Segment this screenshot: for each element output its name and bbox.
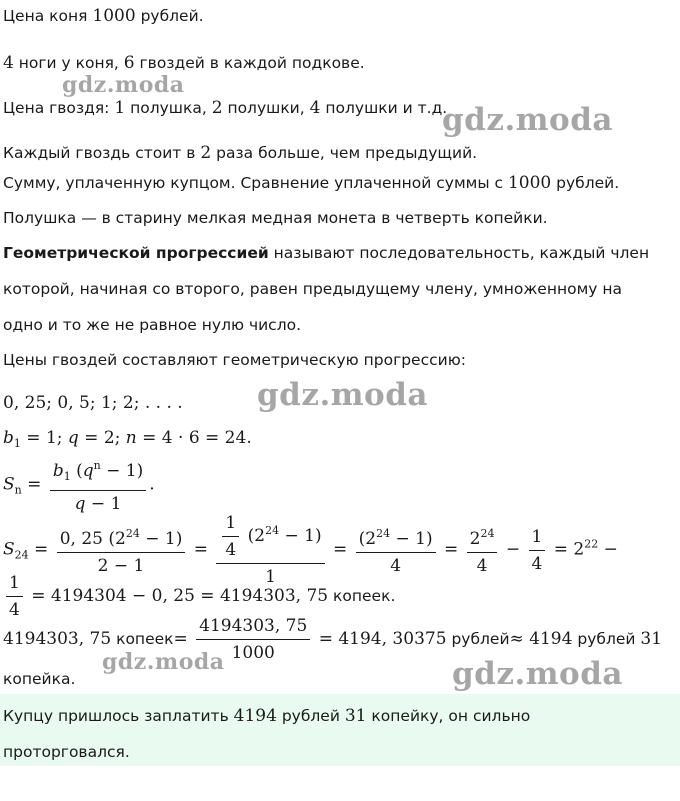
text: = — [438, 539, 464, 560]
text-line-1 — [3, 5, 204, 27]
numerator — [216, 512, 324, 563]
unit: копеек. — [328, 587, 396, 605]
numerator: 1 — [531, 526, 543, 547]
var: n — [125, 428, 137, 448]
number: 1000 — [507, 173, 552, 193]
superscript: 22 — [584, 537, 599, 551]
number: 31 — [640, 629, 663, 649]
numerator: 1 — [9, 573, 20, 593]
numerator — [467, 523, 498, 552]
superscript: 24 — [480, 527, 495, 540]
subscript: 24 — [14, 548, 29, 562]
superscript: n — [93, 459, 101, 472]
text: = 2 — [548, 539, 585, 560]
text: Полушка — в старину мелкая медная монета в четверть копейки. — [3, 209, 548, 227]
text: Цена гвоздя: — [3, 99, 115, 117]
denominator: 4 — [529, 550, 546, 575]
fraction — [356, 523, 436, 577]
text: копейку, он сильно — [366, 707, 531, 725]
text: называют последовательность, каждый член — [268, 244, 650, 262]
superscript: 24 — [125, 527, 140, 540]
number: 1000 — [92, 6, 136, 26]
text: − — [500, 539, 526, 560]
text: проторговался. — [3, 743, 130, 761]
text: . — [149, 474, 155, 495]
text: копейка. — [3, 670, 76, 688]
answer-line-2 — [3, 741, 130, 763]
fraction — [57, 523, 186, 577]
text-line-5 — [3, 172, 619, 194]
watermark: gdz.moda — [452, 656, 623, 692]
superscript: 24 — [265, 524, 280, 537]
text-line-6 — [3, 207, 548, 229]
numerator — [57, 523, 186, 552]
fraction — [50, 455, 146, 515]
text: рублей. — [551, 174, 620, 192]
number: 2 — [200, 143, 212, 163]
var: q — [82, 461, 94, 481]
text: 2 — [469, 529, 481, 549]
text: − 1) — [390, 529, 433, 549]
unit: рублей — [446, 630, 510, 648]
text: ≈ 4194 — [509, 629, 573, 649]
denominator: 4 — [356, 552, 436, 577]
text-line-10 — [3, 349, 466, 371]
denominator: 4 — [467, 552, 498, 577]
text: полушка, — [125, 99, 212, 117]
text: ноги у коня, — [13, 54, 124, 72]
text: 0, 25 (2 — [59, 529, 126, 549]
definition-term: Геометрической прогрессией — [3, 244, 269, 262]
numerator: 1 — [225, 513, 237, 533]
text: Каждый гвоздь стоит в — [3, 144, 201, 162]
text: полушки и т.д. — [320, 99, 448, 117]
text: гвоздей в каждой подкове. — [134, 54, 365, 72]
text-line-3 — [3, 97, 447, 119]
number: 4 — [309, 98, 321, 118]
text: = — [21, 474, 47, 495]
text-line-4 — [3, 142, 477, 164]
subscript: n — [14, 483, 22, 497]
text: = — [327, 539, 353, 560]
unit: рублей — [572, 630, 641, 648]
text-line-8 — [3, 278, 622, 300]
text: = — [188, 539, 214, 560]
text-line-7 — [3, 242, 649, 264]
denominator: 1000 — [196, 639, 310, 664]
watermark: gdz.moda — [257, 377, 428, 413]
denominator: 4 — [6, 596, 23, 621]
text: = 1; — [20, 428, 68, 448]
text: − — [598, 539, 618, 560]
text: одно и то же не равное нулю число. — [3, 316, 302, 334]
s24-continuation — [3, 572, 395, 621]
text: = 4 · 6 = 24. — [136, 428, 252, 448]
numerator — [50, 455, 146, 490]
number: 1 — [114, 98, 126, 118]
conversion-end — [3, 668, 75, 690]
number: 31 — [344, 706, 367, 726]
text: (2 — [358, 529, 377, 549]
text: Купцу пришлось заплатить — [3, 707, 234, 725]
answer-line-1 — [3, 705, 530, 727]
sequence: 0, 25; 0, 5; 1; 2; . . . . — [3, 393, 183, 413]
sequence-line — [3, 392, 183, 414]
text: рублей — [276, 707, 345, 725]
text: Цена коня — [3, 7, 93, 25]
denominator: 2 − 1 — [57, 552, 186, 577]
text-line-2 — [3, 52, 365, 74]
denominator: 4 — [222, 536, 239, 561]
denominator: 1 — [216, 563, 324, 588]
text: − 1) — [100, 461, 144, 481]
superscript: 24 — [376, 527, 391, 540]
watermark: gdz.moda — [442, 102, 613, 138]
text: (2 — [242, 526, 266, 546]
text: Цены гвоздей составляют геометрическую прогрессию: — [3, 351, 466, 369]
number: 4 — [3, 53, 14, 73]
text: рублей. — [135, 7, 204, 25]
text: − 1) — [139, 529, 183, 549]
params-line — [3, 427, 252, 455]
text: − 1 — [85, 494, 122, 514]
var: b — [3, 428, 14, 448]
fraction — [222, 512, 239, 561]
text: Сумму, уплаченную купцом. Сравнение уплаченной суммы с — [3, 174, 508, 192]
subscript: 1 — [13, 437, 21, 450]
number: 4194 — [233, 706, 277, 726]
text: раза больше, чем предыдущий. — [211, 144, 478, 162]
text-line-9 — [3, 314, 301, 336]
number: 6 — [123, 53, 135, 73]
sum-formula — [3, 455, 155, 515]
text: ( — [70, 461, 83, 481]
var: S — [3, 539, 15, 560]
text: = 4194, 30375 — [313, 629, 447, 649]
number: 4194303, 75 — [3, 629, 112, 649]
var: q — [74, 494, 86, 514]
text: = — [28, 539, 54, 560]
watermark: gdz.moda — [62, 72, 185, 98]
fraction — [529, 526, 546, 575]
numerator: 4194303, 75 — [199, 616, 308, 636]
var: q — [67, 428, 79, 448]
number: 2 — [211, 98, 223, 118]
text: которой, начиная со второго, равен предыдущему члену, умноженному на — [3, 280, 623, 298]
text: − 1) — [279, 526, 322, 546]
fraction — [467, 523, 498, 577]
text: = 2; — [78, 428, 126, 448]
text: полушки, — [222, 99, 310, 117]
text: = 4194304 − 0, 25 = 4194303, 75 — [25, 586, 329, 606]
watermark: gdz.moda — [102, 649, 225, 675]
fraction — [6, 572, 23, 621]
unit: копеек — [111, 630, 174, 648]
text: = — [173, 629, 194, 649]
var: b — [52, 461, 64, 481]
subscript: 1 — [63, 470, 71, 483]
var: S — [3, 474, 15, 495]
numerator — [356, 523, 436, 552]
